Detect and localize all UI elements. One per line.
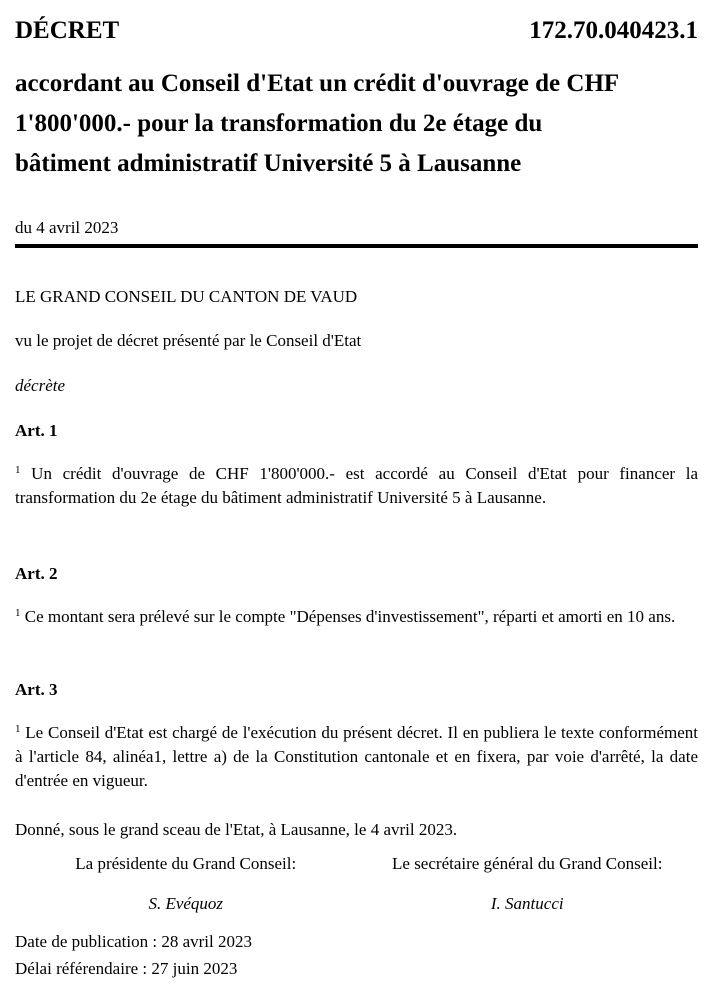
decree-date: du 4 avril 2023 bbox=[15, 218, 119, 237]
header-row bbox=[15, 14, 698, 48]
signature-titles bbox=[15, 852, 698, 876]
given-statement: Donné, sous le grand sceau de l'Etat, à Lausanne, le 4 avril 2023. bbox=[15, 820, 458, 839]
article-body-2 bbox=[15, 605, 698, 629]
decrees-word: décrète bbox=[15, 376, 66, 395]
title-line: bâtiment administratif Université 5 à Lausanne bbox=[15, 150, 522, 177]
article-text: Ce montant sera prélevé sur le compte "Dépenses d'investissement", réparti et amorti en 10 ans. bbox=[24, 607, 676, 626]
paragraph-number: 1 bbox=[15, 464, 21, 476]
paragraph-number: 1 bbox=[15, 607, 21, 619]
publication-date: Date de publication : 28 avril 2023 bbox=[15, 932, 252, 951]
document-reference: 172.70.040423.1 bbox=[529, 17, 698, 44]
president-title: La présidente du Grand Conseil: bbox=[75, 854, 297, 873]
authority: LE GRAND CONSEIL DU CANTON DE VAUD bbox=[15, 287, 358, 306]
title-line: accordant au Conseil d'Etat un crédit d'ouvrage de CHF bbox=[15, 70, 620, 97]
preamble: vu le projet de décret présenté par le Conseil d'Etat bbox=[15, 331, 362, 350]
document-type: DÉCRET bbox=[15, 17, 120, 44]
secretary-name: I. Santucci bbox=[490, 894, 564, 913]
article-body-3 bbox=[15, 721, 698, 793]
article-text: Le Conseil d'Etat est chargé de l'exécution du présent décret. Il en publiera le texte conformément à l'article 84, alinéa1, lettre a) de la Constitution cantonale et en fixera, par voie d'arrêté, la date d'entrée en vigueur. bbox=[15, 723, 698, 790]
paragraph-number: 1 bbox=[15, 723, 21, 735]
article-body-1 bbox=[15, 462, 698, 510]
article-heading-1: Art. 1 bbox=[15, 421, 58, 440]
decree-page bbox=[15, 0, 698, 988]
article-heading-2: Art. 2 bbox=[15, 564, 58, 583]
secretary-title: Le secrétaire général du Grand Conseil: bbox=[392, 854, 663, 873]
title-line: 1'800'000.- pour la transformation du 2e étage du bbox=[15, 110, 543, 137]
president-name: S. Evéquoz bbox=[148, 894, 224, 913]
header-divider bbox=[15, 244, 698, 248]
article-heading-3: Art. 3 bbox=[15, 680, 58, 699]
article-text: Un crédit d'ouvrage de CHF 1'800'000.- est accordé au Conseil d'Etat pour financer la transformation du 2e étage du bâtiment administratif Université 5 à Lausanne. bbox=[15, 464, 699, 507]
signature-names bbox=[15, 892, 698, 916]
decree-title bbox=[15, 64, 698, 184]
referendum-deadline: Délai référendaire : 27 juin 2023 bbox=[15, 959, 238, 978]
